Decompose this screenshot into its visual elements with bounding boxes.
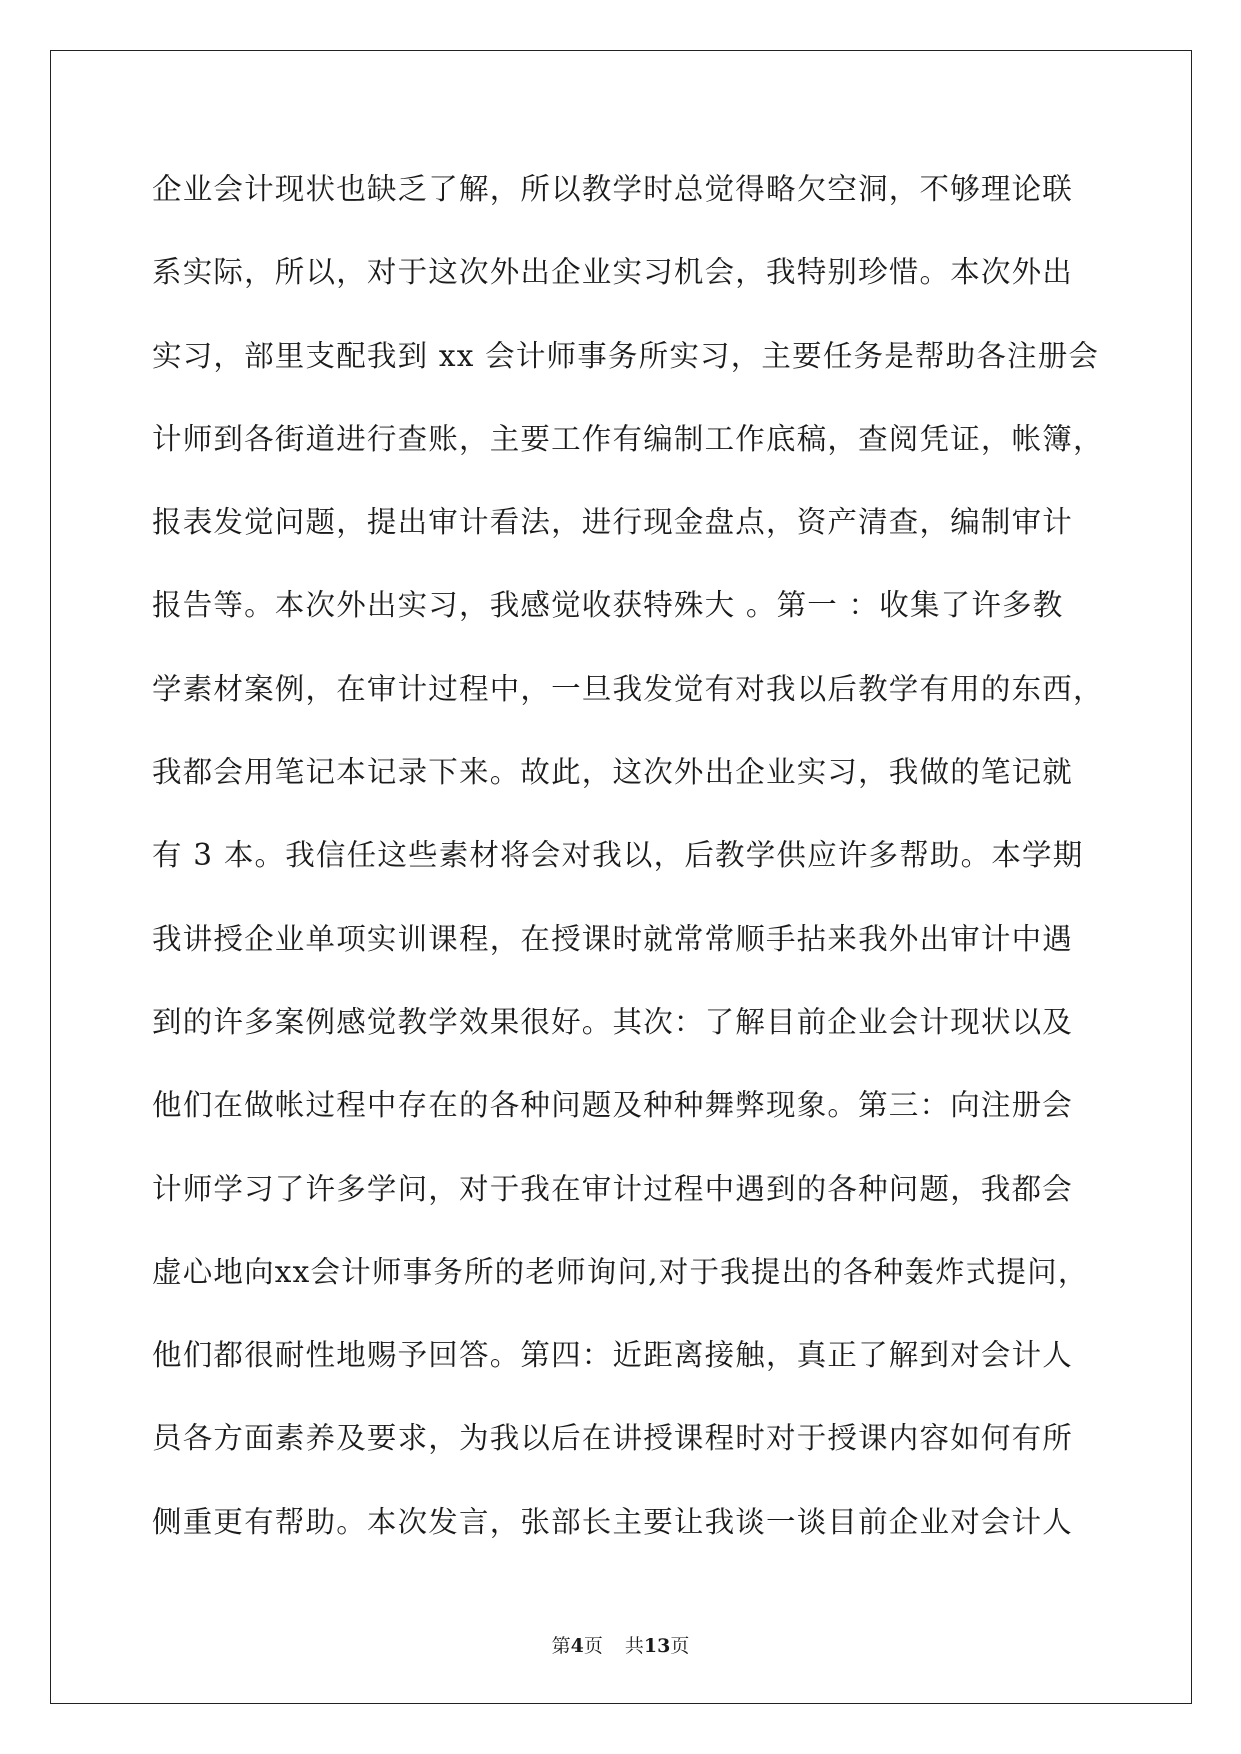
- body-line: 他们在做帐过程中存在的各种问题及种种舞弊现象。第三：向注册会: [152, 1088, 1074, 1123]
- total-prefix: 共: [624, 1635, 644, 1657]
- body-line: 到的许多案例感觉教学效果很好。其次：了解目前企业会计现状以及: [152, 1004, 1074, 1039]
- body-line: 有 3 本。我信任这些素材将会对我以，后教学供应许多帮助。本学期: [152, 838, 1084, 873]
- body-line: 侧重更有帮助。本次发言，张部长主要让我谈一谈目前企业对会计人: [152, 1504, 1074, 1539]
- body-line: 计师到各街道进行查账，主要工作有编制工作底稿，查阅凭证，帐簿，: [152, 421, 1104, 456]
- page-footer: [0, 1634, 1241, 1658]
- total-pages: 13: [643, 1635, 671, 1657]
- body-line: 员各方面素养及要求，为我以后在讲授课程时对于授课内容如何有所: [152, 1421, 1074, 1456]
- page-number: 4: [570, 1635, 584, 1657]
- body-line: 企业会计现状也缺乏了解，所以教学时总觉得略欠空洞，不够理论联: [152, 172, 1074, 206]
- body-line: 他们都很耐性地赐予回答。第四：近距离接触，真正了解到对会计人: [152, 1338, 1074, 1373]
- body-line: 计师学习了许多学问，对于我在审计过程中遇到的各种问题，我都会: [152, 1171, 1074, 1206]
- body-line: 虚心地向xx会计师事务所的老师询问,对于我提出的各种轰炸式提问，: [152, 1254, 1089, 1289]
- total-suffix: 页: [670, 1635, 690, 1657]
- body-line: 学素材案例，在审计过程中，一旦我发觉有对我以后教学有用的东西，: [152, 671, 1104, 706]
- document-body: [152, 160, 1104, 1576]
- body-line: 我都会用笔记本记录下来。故此，这次外出企业实习，我做的笔记就: [152, 755, 1074, 790]
- body-line: 实习，部里支配我到 xx 会计师事务所实习，主要任务是帮助各注册会: [152, 338, 1100, 373]
- body-line: 报告等。本次外出实习，我感觉收获特殊大 。第一 ：收集了许多教: [152, 588, 1064, 623]
- page-prefix: 第: [551, 1635, 571, 1657]
- page-suffix: 页: [583, 1635, 603, 1657]
- body-line: 报表发觉问题，提出审计看法，进行现金盘点，资产清查，编制审计: [152, 505, 1074, 540]
- body-line: 我讲授企业单项实训课程，在授课时就常常顺手拈来我外出审计中遇: [152, 921, 1074, 956]
- body-line: 系实际，所以，对于这次外出企业实习机会，我特别珍惜。本次外出: [152, 255, 1074, 290]
